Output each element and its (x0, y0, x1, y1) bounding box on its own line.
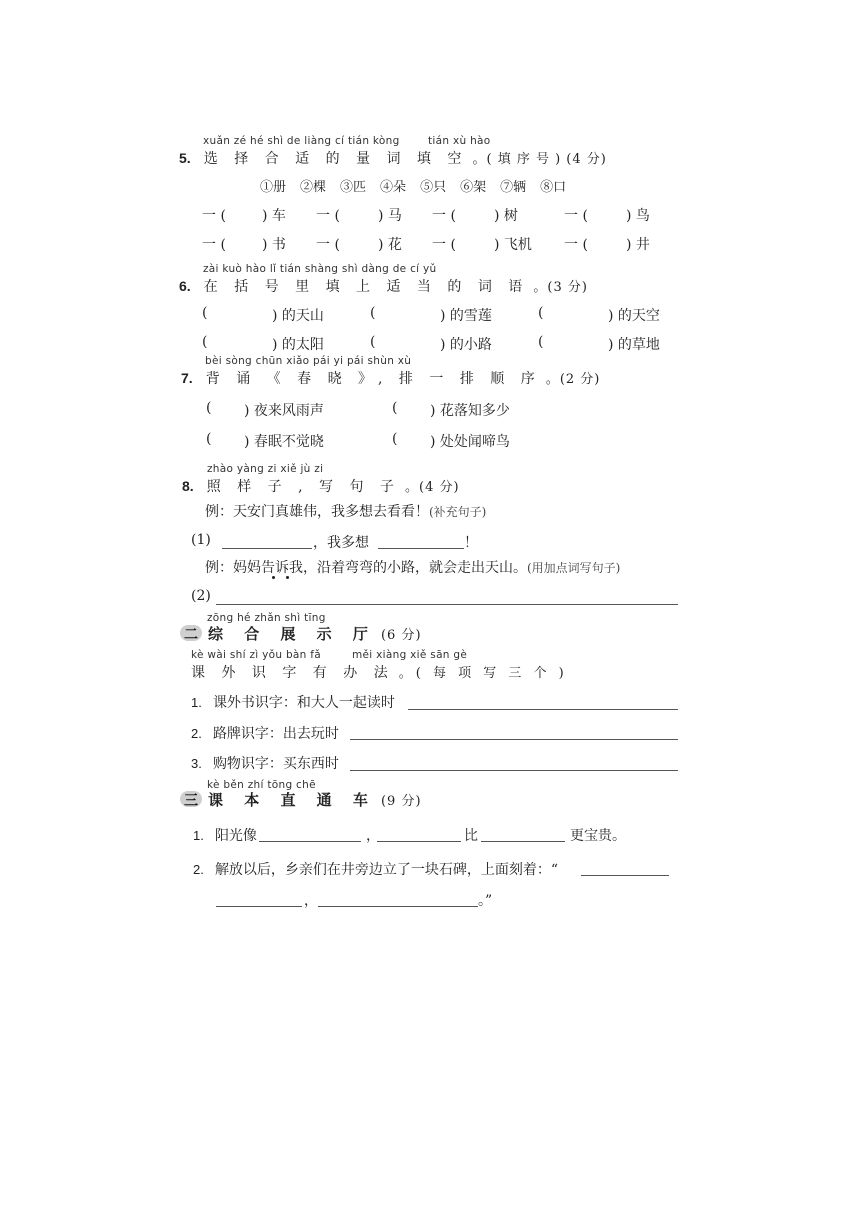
q6-r1-text-2: ) 的雪莲 (440, 308, 492, 324)
sec3-badge: 三 (180, 791, 202, 807)
q8-score: 。(4 分) (405, 480, 460, 495)
sec3-title: 课 本 直 通 车 (208, 791, 376, 809)
q5-row1-d: ) 马 (378, 208, 402, 224)
q6-r2-open-1: ( (202, 334, 208, 350)
emphasis-dot (272, 576, 275, 579)
q5-pinyin: xuǎn zé hé shì de liàng cí tián kòng (203, 135, 400, 147)
q7-item-4-text: ) 处处闻啼鸟 (430, 434, 510, 450)
q6-number: 6. (179, 278, 191, 294)
q5-option: ⑦辆 (500, 180, 527, 195)
q5-row2-a: 一 ( (202, 237, 226, 253)
q8-example-2-note: (用加点词写句子) (527, 561, 621, 575)
q5-pinyin-2: tián xù hào (428, 135, 491, 147)
q8-part-1-label: (1) (191, 532, 211, 548)
q8-example-1-note: (补充句子) (429, 505, 487, 519)
sec2-sub-pinyin-2: měi xiàng xiě sān gè (352, 649, 468, 661)
q5-row1-a: 一 ( (202, 208, 226, 224)
q6-r1-open-3: ( (538, 305, 544, 321)
sec3-item-1-blank-1[interactable] (259, 841, 361, 842)
sec2-item-1-blank[interactable] (408, 709, 678, 710)
q5-heading (179, 148, 607, 168)
sec2-item-3 (191, 753, 339, 773)
q5-row2-g: 一 ( (564, 237, 588, 253)
sec3-item-2-comma: ， (304, 893, 318, 909)
q5-row1-c: 一 ( (316, 208, 340, 224)
q5-row1-f: ) 树 (494, 208, 518, 224)
sec3-heading (208, 789, 422, 810)
sec2-score: (6 分) (380, 628, 422, 643)
q7-score: 。(2 分) (545, 372, 601, 387)
q7-item-2-text: ) 花落知多少 (430, 403, 510, 419)
sec3-item-1-number: 1. (193, 828, 204, 843)
sec2-sub-instruction: 。( 每 项 写 三 个 ) (398, 666, 568, 681)
q6-r2-text-2: ) 的小路 (440, 337, 492, 353)
q5-row2-d: ) 花 (378, 237, 402, 253)
q8-part-2-blank[interactable] (216, 604, 678, 605)
q5-row1-g: 一 ( (564, 208, 588, 224)
q8-part-1-mid: ，我多想 (313, 535, 369, 551)
q7-item-1-text: ) 夜来风雨声 (244, 403, 324, 419)
q6-r2-open-2: ( (370, 334, 376, 350)
sec2-item-3-blank[interactable] (350, 770, 678, 771)
emphasis-dot (286, 576, 289, 579)
q8-part-1-blank-1[interactable] (222, 548, 312, 549)
q8-part-1-end: ！ (464, 535, 478, 551)
q8-example-1 (205, 501, 486, 521)
q6-r2-text-3: ) 的草地 (608, 337, 660, 353)
sec3-item-2-number: 2. (193, 862, 204, 877)
q6-title: 在 括 号 里 填 上 适 当 的 词 语 (203, 279, 529, 295)
q5-option: ②棵 (300, 180, 327, 195)
q8-pinyin: zhào yàng zi xiě jù zi (207, 463, 324, 475)
q7-item-4-open: ( (392, 431, 398, 447)
sec3-item-1-blank-3[interactable] (481, 841, 565, 842)
q5-option: ④朵 (380, 180, 407, 195)
q5-instruction: 。( 填 序 号 ) (4 分) (472, 152, 607, 167)
q5-row2-e: 一 ( (432, 237, 456, 253)
sec3-item-1-comma: ， (366, 828, 380, 844)
q5-title: 选 择 合 适 的 量 词 填 空 (203, 151, 468, 167)
q6-r1-open-1: ( (202, 305, 208, 321)
q8-part-2-label: (2) (191, 588, 211, 604)
sec2-pinyin: zōng hé zhǎn shì tīng (207, 612, 326, 624)
sec3-item-2-text: 解放以后，乡亲们在井旁边立了一块石碑，上面刻着：“ (214, 862, 559, 878)
q8-title: 照 样 子 , 写 句 子 (206, 479, 400, 495)
sec2-item-1 (191, 692, 395, 712)
sec2-sub-pinyin: kè wài shí zì yǒu bàn fǎ (191, 649, 321, 661)
q7-heading (181, 368, 600, 388)
sec2-sub-title: 课 外 识 字 有 办 法 (191, 665, 394, 681)
sec2-item-2-number: 2. (191, 726, 202, 741)
q7-item-3-text: ) 春眠不觉晓 (244, 434, 324, 450)
q7-item-3-open: ( (206, 431, 212, 447)
sec3-item-2-blank-1[interactable] (581, 875, 669, 876)
q8-example-1-text: 例：天安门真雄伟，我多想去看看！ (205, 504, 429, 520)
q6-r1-open-2: ( (370, 305, 376, 321)
q8-example-2 (205, 557, 620, 577)
sec2-heading (208, 623, 422, 644)
q5-option: ⑤只 (420, 180, 447, 195)
q6-r2-open-3: ( (538, 334, 544, 350)
sec2-item-2-blank[interactable] (350, 739, 678, 740)
q5-option: ⑥架 (460, 180, 487, 195)
sec3-item-2-blank-2[interactable] (216, 906, 302, 907)
sec3-pinyin: kè běn zhí tōng chē (207, 779, 316, 791)
q6-r1-text-1: ) 的天山 (272, 308, 324, 324)
q6-r1-text-3: ) 的天空 (608, 308, 660, 324)
q5-option: ①册 (260, 180, 287, 195)
q7-title: 背 诵 《 春 晓 》, 排 一 排 顺 序 (205, 371, 541, 387)
sec2-item-1-text: 课外书识字：和大人一起读时 (212, 695, 395, 711)
q8-number: 8. (182, 478, 194, 494)
sec3-item-2 (193, 859, 558, 879)
sec3-item-1-text-d: 更宝贵。 (570, 828, 626, 844)
q5-row2-h: ) 井 (626, 237, 650, 253)
q5-row1-e: 一 ( (432, 208, 456, 224)
sec2-subheading (191, 662, 568, 682)
q7-number: 7. (181, 370, 193, 386)
sec2-title: 综 合 展 示 厅 (208, 625, 376, 643)
q5-options (260, 176, 566, 195)
q5-option: ③匹 (340, 180, 367, 195)
sec3-item-1-text-a: 阳光像 (214, 828, 257, 844)
sec3-score: (9 分) (380, 794, 422, 809)
sec2-item-3-number: 3. (191, 756, 202, 771)
q5-option: ⑧口 (540, 180, 567, 195)
q5-row2-c: 一 ( (316, 237, 340, 253)
sec3-item-1-text-c: 比 (464, 828, 478, 844)
q7-item-1-open: ( (206, 400, 212, 416)
q8-part-1-blank-2[interactable] (378, 548, 464, 549)
sec2-badge: 二 (180, 625, 202, 641)
sec2-item-2-text: 路牌识字：出去玩时 (212, 726, 339, 742)
q8-heading (182, 476, 460, 496)
q6-r2-text-1: ) 的太阳 (272, 337, 324, 353)
q5-row2-f: ) 飞机 (494, 237, 532, 253)
q8-example-2-text: 例：妈妈告诉我，沿着弯弯的小路，就会走出天山。 (205, 560, 527, 576)
sec3-item-2-end: 。” (478, 893, 493, 909)
sec3-item-1-blank-2[interactable] (377, 841, 461, 842)
sec2-item-2 (191, 723, 339, 743)
q6-score: 。(3 分) (533, 280, 588, 295)
sec2-item-3-text: 购物识字：买东西时 (212, 756, 339, 772)
sec3-item-1 (193, 825, 257, 845)
q7-item-2-open: ( (392, 400, 398, 416)
sec2-item-1-number: 1. (191, 695, 202, 710)
q5-row1-b: ) 车 (262, 208, 286, 224)
sec3-item-2-blank-3[interactable] (318, 906, 478, 907)
q5-number: 5. (179, 150, 191, 166)
q5-row1-h: ) 鸟 (626, 208, 650, 224)
q7-pinyin: bèi sòng chūn xiǎo pái yi pái shùn xù (205, 355, 412, 367)
q5-row2-b: ) 书 (262, 237, 286, 253)
q6-heading (179, 276, 588, 296)
q6-pinyin: zài kuò hào lǐ tián shàng shì dàng de cí yǔ (203, 263, 437, 275)
